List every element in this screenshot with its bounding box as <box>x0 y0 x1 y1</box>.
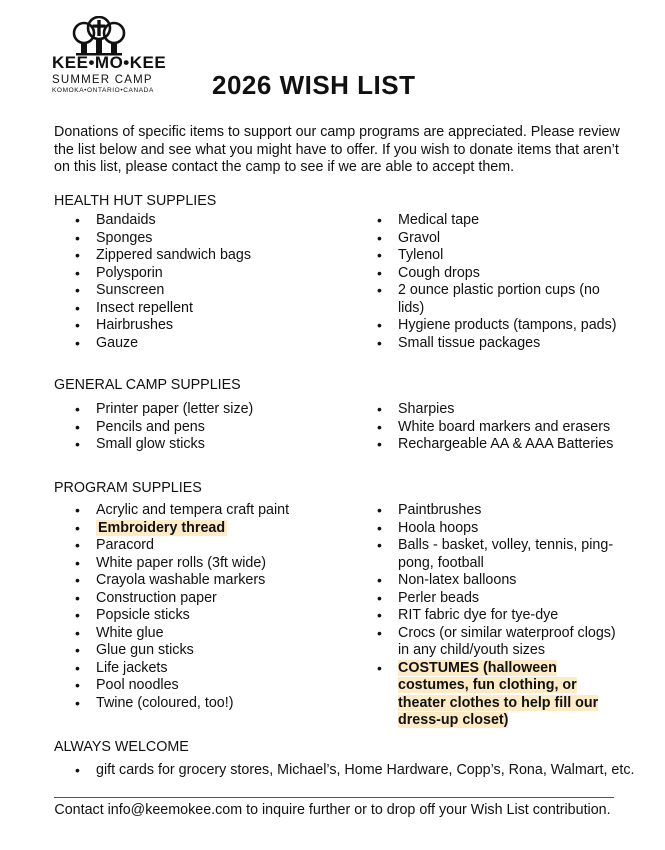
logo-location: KOMOKA•ONTARIO•CANADA <box>52 87 154 94</box>
list-item-highlighted <box>377 660 622 730</box>
list-item: • Medical tape <box>377 212 622 230</box>
list-item: • Crayola washable markers <box>75 572 355 590</box>
list-item: • Non-latex balloons <box>377 572 622 590</box>
list-item: • Gauze <box>75 335 355 353</box>
section-heading-general: GENERAL CAMP SUPPLIES <box>54 377 241 393</box>
footer-divider <box>54 797 614 798</box>
list-item: • White glue <box>75 625 355 643</box>
health-list-left <box>75 212 355 352</box>
section-heading-program: PROGRAM SUPPLIES <box>54 480 202 496</box>
program-list-left <box>75 502 355 712</box>
list-item: • Paracord <box>75 537 355 555</box>
highlighted-text: Embroidery thread <box>98 519 226 536</box>
list-item: • Polysporin <box>75 265 355 283</box>
list-item: • White paper rolls (3ft wide) <box>75 555 355 573</box>
general-list-left <box>75 401 355 454</box>
list-item: • Twine (coloured, too!) <box>75 695 355 713</box>
general-list-right <box>377 401 622 454</box>
list-item: • Pencils and pens <box>75 419 355 437</box>
list-item: • Glue gun sticks <box>75 642 355 660</box>
list-item: • Acrylic and tempera craft paint <box>75 502 355 520</box>
logo-name: KEE•MO•KEE <box>52 53 167 72</box>
tree-cross-icon <box>70 16 128 56</box>
list-item: • Perler beads <box>377 590 622 608</box>
list-item: • Construction paper <box>75 590 355 608</box>
list-item: • Gravol <box>377 230 622 248</box>
list-item: • White board markers and erasers <box>377 419 622 437</box>
list-item: • gift cards for grocery stores, Michael’s, Home Hardware, Copp’s, Rona, Walmart, etc. <box>75 762 635 780</box>
section-heading-always: ALWAYS WELCOME <box>54 739 189 755</box>
intro-paragraph: Donations of specific items to support our camp programs are appreciated. Please review the list below and see what you might have to offer. If you wish to donate items that aren’t on this list, please contact the camp to see if we are able to accept them. <box>54 124 620 175</box>
page-title: 2026 WISH LIST <box>212 70 416 100</box>
list-item: • Small glow sticks <box>75 436 355 454</box>
highlighted-text: COSTUMES (halloween costumes, fun clothing, or theater clothes to help fill our dress-up closet) <box>398 659 599 728</box>
always-list <box>75 762 635 780</box>
camp-logo <box>52 16 167 100</box>
list-item: • Paintbrushes <box>377 502 622 520</box>
list-item: • Insect repellent <box>75 300 355 318</box>
list-item: • Hygiene products (tampons, pads) <box>377 317 622 335</box>
list-item: • Hoola hoops <box>377 520 622 538</box>
list-item: • 2 ounce plastic portion cups (no lids) <box>377 282 622 317</box>
list-item: • Hairbrushes <box>75 317 355 335</box>
section-heading-health: HEALTH HUT SUPPLIES <box>54 193 217 209</box>
list-item: • Zippered sandwich bags <box>75 247 355 265</box>
list-item: • Popsicle sticks <box>75 607 355 625</box>
list-item-highlighted <box>75 520 355 538</box>
list-item: • Bandaids <box>75 212 355 230</box>
list-item: • Pool noodles <box>75 677 355 695</box>
list-item: • Rechargeable AA & AAA Batteries <box>377 436 622 454</box>
list-item: • Small tissue packages <box>377 335 622 353</box>
list-item: • Printer paper (letter size) <box>75 401 355 419</box>
program-list-right <box>377 502 622 730</box>
list-item: • Life jackets <box>75 660 355 678</box>
list-item: • Tylenol <box>377 247 622 265</box>
list-item: • Sunscreen <box>75 282 355 300</box>
list-item: • Balls - basket, volley, tennis, ping-pong, football <box>377 537 622 572</box>
list-item: • Sharpies <box>377 401 622 419</box>
logo-subtitle: SUMMER CAMP <box>52 74 153 86</box>
list-item: • Cough drops <box>377 265 622 283</box>
contact-footer: Contact info@keemokee.com to inquire further or to drop off your Wish List contribution. <box>54 802 611 818</box>
list-item: • Crocs (or similar waterproof clogs) in any child/youth sizes <box>377 625 622 660</box>
list-item: • Sponges <box>75 230 355 248</box>
health-list-right <box>377 212 622 352</box>
list-item: • RIT fabric dye for tye-dye <box>377 607 622 625</box>
